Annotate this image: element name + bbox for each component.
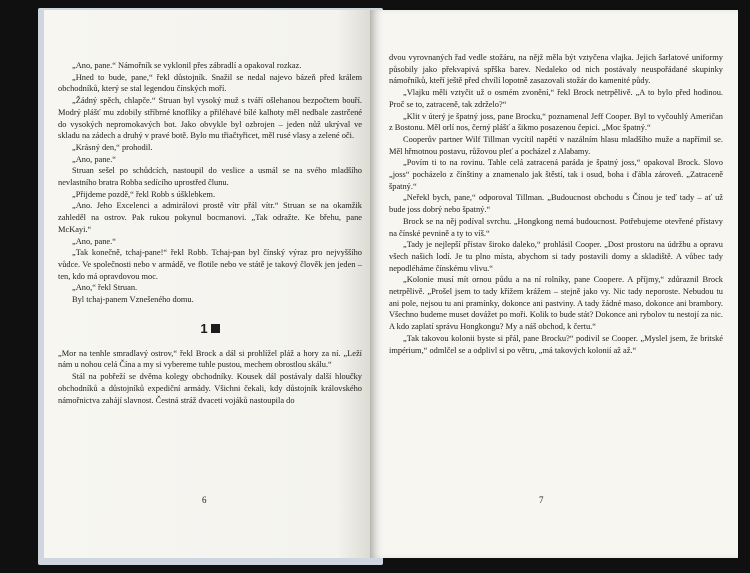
left-page-text xyxy=(58,60,362,406)
chapter-heading xyxy=(58,321,362,337)
paragraph: „Neřekl bych, pane,“ odporoval Tillman. „Budoucnost obchodu s Čínou je teď tady – ať už bude joss dobrý nebo špatný.“ xyxy=(389,193,723,215)
paragraph: „Mor na tenhle smradlavý ostrov,“ řekl Brock a dál si prohlížel pláž a hory za ní. „Leží nám u nohou celá Čína a my si vybereme tuhle pustou, mechem obrostlou skálu.“ xyxy=(58,348,362,370)
paragraph: „Tak konečně, tchaj-pane!“ řekl Robb. Tchaj-pan byl čínský výraz pro nejvyššího vůdce. Ve společnosti nebo v armádě, ve flotile nebo ve státě je takový člověk jen jeden – ten, kdo má opravdovou moc. xyxy=(58,248,362,281)
chapter-number: 1 xyxy=(200,320,208,336)
paragraph: „Hned to bude, pane,“ řekl důstojník. Snažil se nedal najevo bázeň před králem obchodníků, který se stal legendou čínských moří. xyxy=(58,72,362,94)
paragraph: „Tady je nejlepší přístav široko daleko,“ prohlásil Cooper. „Dost prostoru na údržbu a opravu všech našich lodí. Je tu plno místa, abychom si tady postavili domy a skladiště. A vůbec tady nepodléháme čínskému vlivu.“ xyxy=(389,240,723,273)
page-number: 6 xyxy=(202,495,207,505)
right-page xyxy=(371,10,738,558)
paragraph: „Krásný den,“ prohodil. xyxy=(72,142,153,152)
page-number: 7 xyxy=(539,495,544,505)
paragraph: „Vlajku měli vztyčit už o osmém zvonění,“ řekl Brock netrpělivě. „A to bylo před hodinou. Proč se to, zatraceně, tak zdrželo?“ xyxy=(389,88,723,109)
paragraph: „Ano, pane.“ xyxy=(72,236,116,246)
paragraph: Stál na pobřeží se dvěma kolegy obchodníky. Kousek dál postávaly další hloučky obchodníků a důstojníků expediční armády. Všichni čekali, kdy důstojník královského námořnictva zahájí slavnost. Čestná stráž dvaceti vojáků nastoupila do xyxy=(58,372,362,405)
paragraph: „Kolonie musí mít ornou půdu a na ní rolníky, pane Coopere. A příjmy,“ zdůraznil Brock netrpělivě. „Prošel jsem to tady křížem krážem – stejně jako vy. Nic tady neporoste. Nebudou tu ani pole, nejsou tu ani pramínky, dokonce ani pastviny. A tady žádné maso, dokonce ani brambory. Všechno budeme muset dovážet po moři. Kolik to bude stát? Dokonce ani rybolov tu nestojí za nic. A kdo zaplatí správu Hongkongu? My a náš obchod, k čertu.“ xyxy=(389,275,723,332)
paragraph: „Přijdeme pozdě,“ řekl Robb s úšklebkem. xyxy=(72,189,216,199)
paragraph: „Ano, pane.“ xyxy=(72,154,116,164)
paragraph: Byl tchaj-panem Vznešeného domu. xyxy=(72,295,194,305)
paragraph: „Žádný spěch, chlapče.“ Struan byl vysoký muž s tváří ošlehanou bezpočtem bouří. Modrý plášť mu zdobily stříbrné knoflíky a přiléhavé bílé kalhoty měl nedbale zastrčené do vysokých nepromokavých bot. Jako obvykle byl ozbrojen – jeden nůž ukrýval ve skladu na zádech a druhý v pravé botě. Bylo mu třiačtyřicet, měl rusé vlasy a zelené oči. xyxy=(58,96,362,141)
left-page xyxy=(44,10,371,558)
paragraph: Cooperův partner Wilf Tillman vycítil napětí v nazálním hlasu mladšího muže a napřímil se. Měl hřmotnou postavu, růžovou pleť a pocházel z Alabamy. xyxy=(389,134,723,156)
paragraph: „Povím ti to na rovinu. Tahle celá zatracená paráda je špatný joss,“ opakoval Brock. Slovo „joss“ pocházelo z čínštiny a znamenalo jak štěstí, tak i osud, boha i ďábla zároveň. „Zatraceně špatný.“ xyxy=(389,158,723,191)
paragraph: „Klit v úterý je špatný joss, pane Brocku,“ poznamenal Jeff Cooper. Byl to vyčouhlý Američan z Bostonu. Měl orlí nos, černý plášť a šikmo posazenou čepici. „Moc špatný.“ xyxy=(389,111,723,133)
paragraph: „Ano, pane.“ Námořník se vyklonil přes zábradlí a opakoval rozkaz. xyxy=(72,61,302,70)
paragraph: „Tak takovou kolonii byste si přál, pane Brocku?“ podivil se Cooper. „Myslel jsem, že britské impérium,“ odmlčel se a odplivl si po větru, „má takových kolonií až až.“ xyxy=(389,333,723,355)
paragraph: Brock se na něj podíval svrchu. „Hongkong nemá budoucnost. Potřebujeme otevřené přístavy na čínské pevnině a ty to víš.“ xyxy=(389,216,723,238)
paragraph: „Ano,“ řekl Struan. xyxy=(72,283,138,293)
right-page-text xyxy=(389,52,723,356)
chapter-square-icon xyxy=(211,324,220,333)
paragraph: Struan sešel po schůdcích, nastoupil do veslice a usmál se na svého mladšího nevlastního bratra Robba sedícího uprostřed člunu. xyxy=(58,166,362,188)
paragraph: dvou vyrovnaných řad vedle stožáru, na nějž měla být vztyčena vlajka. Jejich šarlatové uniformy působily jako překvapivá spřška barev. Nedaleko od nich postávaly neuspořádané skupinky námořníků, kteří ještě před chvílí lopotně zasazovali stožár do kamenité půdy. xyxy=(389,53,723,86)
paragraph: „Ano. Jeho Excelenci a admirálovi prostě vítr přál vítr.“ Struan se na okamžik zahleděl na ostrov. Pak rukou pokynul bocmanovi. „Tak odražte. Ke břehu, pane McKayi.“ xyxy=(58,201,362,234)
